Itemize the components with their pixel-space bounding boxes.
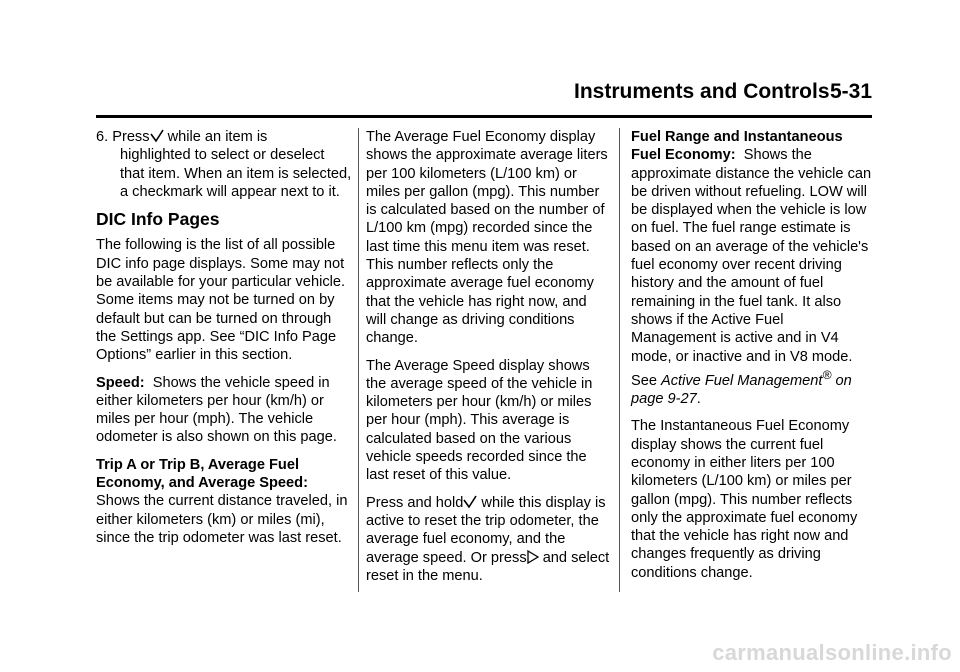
column-2: [366, 128, 610, 594]
instantaneous-paragraph: The Instantaneous Fuel Economy display shows the current fuel economy in either liters per 100 kilometers (L/100 km) or miles per gallon (mpg). This number reflects only the approximate fuel economy that the vehicle has right now and changes frequently as driving conditions change.: [631, 418, 858, 581]
dic-info-pages-heading: DIC Info Pages: [96, 209, 220, 230]
section-title: Instruments and Controls: [574, 80, 830, 103]
header-rule: [96, 115, 872, 118]
reset-paragraph: Press and hold while this display is active to reset the trip odometer, the average fuel economy, and the average speed. Or press and select reset in the menu.: [366, 494, 610, 584]
column-3: [631, 128, 872, 591]
dic-intro: The following is the list of all possible DIC info page displays. Some may not be available for your particular vehicle. Some items may not be turned on by default but can be turned on through the Settings app. See “DIC Info Page Options” earlier in this section.: [96, 237, 346, 364]
column-1: [96, 128, 352, 556]
checkmark-icon: [463, 495, 477, 509]
column-divider: [619, 128, 620, 592]
fuel-range-item: Fuel Range and Instantaneous Fuel Economy: Shows the approximate distance the vehicle can be driven without refueling. LOW will be displayed when the vehicle is low on fuel. The fuel range estimate is based on an average of the vehicle's fuel economy over recent driving history and the amount of fuel remaining in the fuel tank. It also shows if the Active Fuel Management is active and in V4 mode, or inactive and in V8 mode. See Active Fuel Management® on page 9-27.: [631, 129, 872, 408]
avg-fuel-paragraph: The Average Fuel Economy display shows the approximate average liters per 100 kilometers (L/100 km) or miles per gallon (mpg). This number is calculated based on the number of L/100 km (mpg) recorded since the last time this menu item was reset. This number reflects only the approximate average fuel economy that the vehicle has right now, and will change as driving conditions change.: [366, 129, 608, 347]
page-number: 5-31: [829, 80, 872, 103]
fuel-range-label: Fuel Range and Instantaneous Fuel Economy:: [631, 129, 843, 164]
column-divider: [358, 128, 359, 592]
avg-speed-paragraph: The Average Speed display shows the average speed of the vehicle in kilometers per hour (km/h) or miles per hour (mph). This average is calculated based on the various vehicle speeds recorded since the last reset of this value.: [366, 357, 593, 484]
right-arrow-icon: [527, 550, 539, 564]
speed-item: Speed: Shows the vehicle speed in either kilometers per hour (km/h) or miles per hour (mph). The vehicle odometer is also shown on this page.: [96, 374, 337, 446]
step-6: 6. Press while an item is highlighted to select or deselect that item. When an item is selected, a checkmark will appear next to it.: [96, 129, 352, 200]
speed-label: Speed:: [96, 374, 145, 391]
watermark: carmanualsonline.info: [712, 640, 952, 665]
afm-reference[interactable]: Active Fuel Management® on page 9-27: [631, 367, 852, 408]
trip-label: Trip A or Trip B, Average Fuel Economy, and Average Speed:: [96, 456, 308, 492]
checkmark-icon: [150, 129, 164, 143]
trip-item: Trip A or Trip B, Average Fuel Economy, and Average Speed: Shows the current distance traveled, in either kilometers (km) or miles (mi), since the trip odometer was last reset.: [96, 456, 348, 546]
